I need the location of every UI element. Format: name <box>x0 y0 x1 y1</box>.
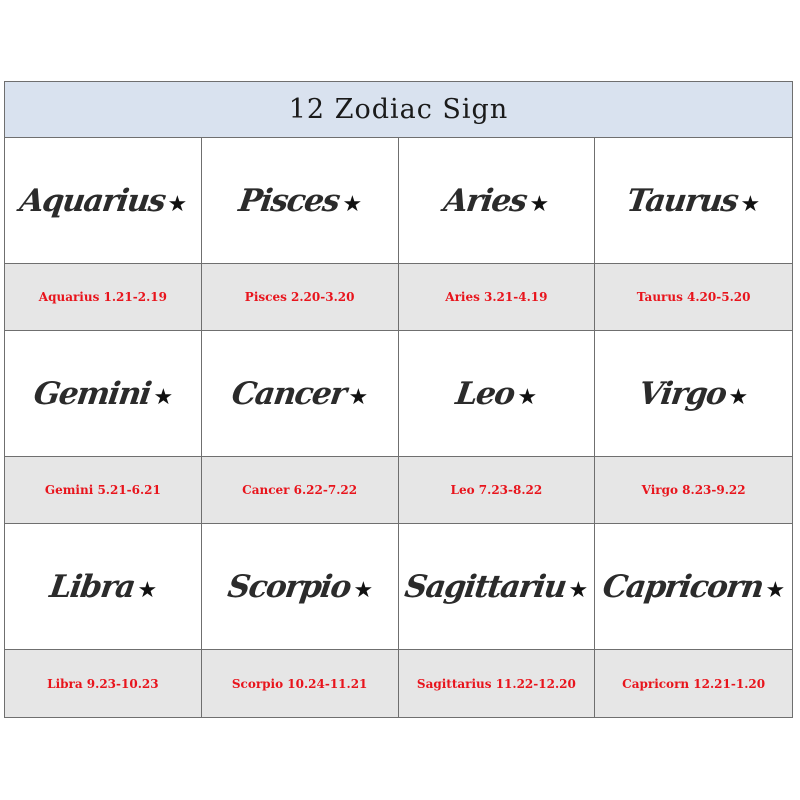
date-range-area <box>202 264 398 330</box>
date-range-area <box>595 457 792 523</box>
zodiac-sign-chart <box>4 81 793 718</box>
zodiac-cell <box>202 524 399 717</box>
date-range-label: Virgo 8.23-9.22 <box>641 483 746 497</box>
zodiac-cell <box>595 331 792 524</box>
script-sign-text: Capricorn <box>600 568 765 605</box>
script-sign-name <box>403 569 591 605</box>
script-name-area <box>595 331 792 457</box>
script-name-area <box>595 524 792 650</box>
script-name-area <box>202 524 398 650</box>
date-range-label: Taurus 4.20-5.20 <box>636 290 751 304</box>
script-name-area <box>5 331 201 457</box>
script-sign-text: Aquarius <box>17 182 167 219</box>
script-sign-name <box>229 376 370 412</box>
date-range-area <box>399 457 595 523</box>
star-icon: ★ <box>153 384 172 410</box>
star-icon: ★ <box>352 577 372 603</box>
script-sign-name <box>454 376 539 412</box>
script-sign-text: Gemini <box>31 375 153 412</box>
star-icon: ★ <box>765 577 784 603</box>
star-icon: ★ <box>348 384 367 410</box>
date-range-area <box>202 457 398 523</box>
script-sign-text: Scorpio <box>225 568 352 605</box>
star-icon: ★ <box>729 384 748 410</box>
star-icon: ★ <box>341 191 361 217</box>
script-name-area <box>595 138 792 264</box>
zodiac-cell <box>202 331 399 524</box>
date-range-label: Cancer 6.22-7.22 <box>242 483 358 497</box>
zodiac-cell <box>5 138 202 331</box>
script-sign-text: Leo <box>453 375 517 412</box>
script-name-area <box>5 524 201 650</box>
script-sign-name <box>600 569 787 605</box>
title-bar <box>5 82 792 138</box>
date-range-label: Aries 3.21-4.19 <box>445 290 548 304</box>
zodiac-cell <box>5 524 202 717</box>
star-icon: ★ <box>741 191 760 217</box>
star-icon: ★ <box>517 384 536 410</box>
script-sign-text: Aries <box>441 182 529 219</box>
script-name-area <box>202 138 398 264</box>
script-sign-name <box>47 569 158 605</box>
script-sign-name <box>31 376 174 412</box>
script-name-area <box>202 331 398 457</box>
script-sign-name <box>625 183 762 219</box>
date-range-area <box>5 264 201 330</box>
date-range-label: Leo 7.23-8.22 <box>450 483 543 497</box>
script-name-area <box>399 331 595 457</box>
zodiac-cell <box>399 524 596 717</box>
star-icon: ★ <box>568 577 588 603</box>
date-range-area <box>202 650 398 717</box>
script-name-area <box>5 138 201 264</box>
date-range-label: Scorpio 10.24-11.21 <box>231 676 368 691</box>
star-icon: ★ <box>529 191 548 217</box>
script-sign-name <box>225 569 374 605</box>
script-sign-name <box>442 183 551 219</box>
script-sign-text: Taurus <box>624 182 741 219</box>
script-sign-text: Pisces <box>236 182 341 219</box>
zodiac-cell <box>595 138 792 331</box>
date-range-label: Pisces 2.20-3.20 <box>244 290 355 304</box>
date-range-label: Sagittarius 11.22-12.20 <box>416 676 576 691</box>
date-range-label: Capricorn 12.21-1.20 <box>622 676 766 691</box>
script-name-area <box>399 138 595 264</box>
date-range-area <box>5 650 201 717</box>
zodiac-cell <box>399 138 596 331</box>
star-icon: ★ <box>137 577 156 603</box>
script-sign-text: Libra <box>47 568 137 605</box>
zodiac-cell <box>202 138 399 331</box>
script-sign-text: Sagittariu <box>402 568 568 605</box>
zodiac-cell <box>595 524 792 717</box>
chart-title: 12 Zodiac Sign <box>288 94 509 125</box>
script-sign-name <box>637 376 751 412</box>
date-range-label: Libra 9.23-10.23 <box>47 676 159 691</box>
date-range-label: Aquarius 1.21-2.19 <box>38 290 167 304</box>
date-range-area <box>595 264 792 330</box>
script-sign-text: Virgo <box>636 375 729 412</box>
script-sign-text: Cancer <box>229 375 348 412</box>
script-sign-name <box>17 183 189 219</box>
script-sign-name <box>236 183 363 219</box>
date-range-label: Gemini 5.21-6.21 <box>44 483 161 497</box>
date-range-area <box>5 457 201 523</box>
zodiac-cell <box>399 331 596 524</box>
date-range-area <box>399 650 595 717</box>
zodiac-cell <box>5 331 202 524</box>
script-name-area <box>399 524 595 650</box>
star-icon: ★ <box>167 191 186 217</box>
date-range-area <box>399 264 595 330</box>
date-range-area <box>595 650 792 717</box>
zodiac-grid <box>5 138 792 717</box>
